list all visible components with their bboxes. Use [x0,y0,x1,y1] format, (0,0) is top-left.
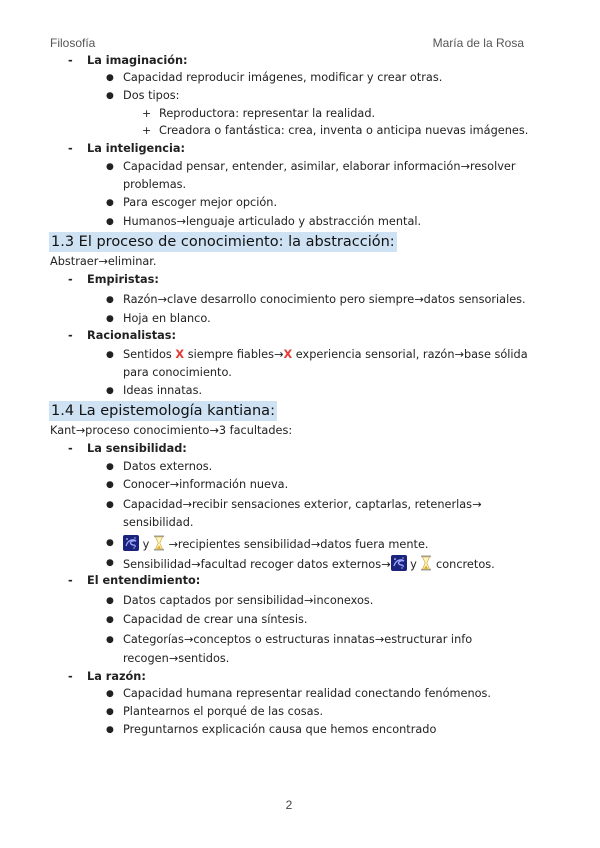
imaginacion-sub-2: Creadora o fantástica: crea, inventa o anticipa nuevas imágenes. [159,124,529,137]
bullet: ● [106,314,114,324]
bullet: ● [106,635,114,645]
plus-marker: + [142,124,152,137]
inteligencia-bullet-1: Capacidad pensar, entender, asimilar, elaborar información→resolver [123,160,516,173]
bullet: ● [106,73,114,83]
entendimiento-bullet-1: Datos captados por sensibilidad→inconexos. [123,594,374,607]
imaginacion-bullet-1: Capacidad reproducir imágenes, modificar y crear otras. [123,71,443,84]
sensibilidad-b5-text: Sensibilidad→facultad recoger datos externos→ [123,558,391,571]
racionalistas-b1-post: experiencia sensorial, razón→base sólida [295,348,528,361]
bullet: ● [106,91,114,101]
racionalistas-bullet-2: Ideas innatas. [123,384,203,397]
sensibilidad-b4-text: →recipientes sensibilidad→datos fuera mente. [168,538,429,551]
galaxy-icon [123,535,139,551]
bullet: ● [106,162,114,172]
bullet: ● [106,386,114,396]
entendimiento-bullet-2: Capacidad de crear una síntesis. [123,613,308,626]
bullet: ● [106,596,114,606]
hourglass-icon [153,535,165,551]
bullet: ● [106,725,114,735]
bullet: ● [106,558,114,568]
page-number: 2 [285,798,293,812]
imaginacion-title: La imaginación: [87,54,188,67]
entendimiento-bullet-3-cont: recogen→sentidos. [123,652,230,665]
razon-title: La razón: [87,670,146,683]
dash-marker: - [68,329,73,342]
bullet: ● [106,689,114,699]
inteligencia-bullet-1-cont: problemas. [123,178,187,191]
dash-marker: - [68,442,73,455]
sensibilidad-b4-y: y [142,538,150,551]
sec13-intro: Abstraer→eliminar. [50,255,157,268]
racionalistas-b1-mid: siempre fiables→ [187,348,284,361]
header-subject: Filosofía [50,36,96,50]
bullet: ● [106,707,114,717]
imaginacion-sub-1: Reproductora: representar la realidad. [159,107,376,120]
entendimiento-title: El entendimiento: [87,574,201,587]
bullet: ● [106,462,114,472]
dash-marker: - [68,574,73,587]
dash-marker: - [68,54,73,67]
hourglass-icon [420,555,432,571]
inteligencia-bullet-3: Humanos→lenguaje articulado y abstracción mental. [123,215,422,228]
racionalistas-title: Racionalistas: [87,329,177,342]
razon-bullet-3: Preguntarnos explicación causa que hemos encontrado [123,723,437,736]
sensibilidad-b5-y: y [410,558,417,571]
sensibilidad-bullet-5 [123,555,495,573]
dash-marker: - [68,142,73,155]
sensibilidad-bullet-4 [123,535,429,553]
inteligencia-bullet-2: Para escoger mejor opción. [123,196,278,209]
bullet: ● [106,217,114,227]
sensibilidad-b5-end: concretos. [436,558,495,571]
razon-bullet-2: Plantearnos el porqué de las cosas. [123,705,324,718]
header-author: María de la Rosa [432,36,524,50]
empiristas-bullet-2: Hoja en blanco. [123,312,211,325]
bullet: ● [106,295,114,305]
bullet: ● [106,615,114,625]
racionalistas-bullet-1-cont: para conocimiento. [123,366,232,379]
bullet: ● [106,480,114,490]
racionalistas-bullet-1 [123,347,528,363]
empiristas-bullet-1: Razón→clave desarrollo conocimiento pero siempre→datos sensoriales. [123,293,526,306]
entendimiento-bullet-3: Categorías→conceptos o estructuras innatas→estructurar info [123,633,473,646]
bullet: ● [106,500,114,510]
bullet: ● [106,198,114,208]
imaginacion-bullet-2: Dos tipos: [123,89,180,102]
sensibilidad-bullet-1: Datos externos. [123,460,213,473]
empiristas-title: Empiristas: [87,273,159,286]
cross-mark-icon: X [283,348,293,361]
section-heading-1-3: 1.3 El proceso de conocimiento: la abstracción: [51,234,395,250]
sensibilidad-bullet-2: Conocer→información nueva. [123,478,289,491]
sec14-intro: Kant→proceso conocimiento→3 facultades: [50,424,293,437]
sensibilidad-title: La sensibilidad: [87,442,187,455]
sensibilidad-bullet-3-cont: sensibilidad. [123,516,194,529]
sensibilidad-bullet-3: Capacidad→recibir sensaciones exterior, captarlas, retenerlas→ [123,498,482,511]
bullet: ● [106,350,114,360]
racionalistas-b1-pre: Sentidos [123,348,172,361]
plus-marker: + [142,107,152,120]
section-heading-1-4: 1.4 La epistemología kantiana: [51,403,275,419]
cross-mark-icon: X [175,348,185,361]
razon-bullet-1: Capacidad humana representar realidad conectando fenómenos. [123,687,492,700]
dash-marker: - [68,273,73,286]
inteligencia-title: La inteligencia: [87,142,185,155]
bullet: ● [106,538,114,548]
galaxy-icon [391,555,407,571]
dash-marker: - [68,670,73,683]
